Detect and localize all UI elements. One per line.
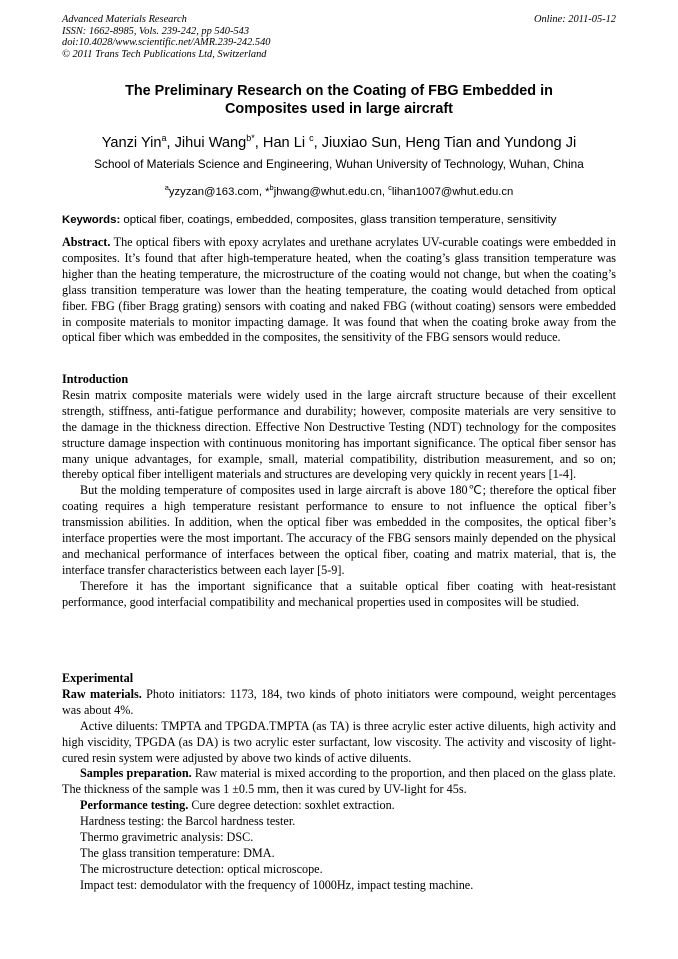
author-3: , Han Li	[254, 134, 310, 151]
performance-label: Performance testing.	[80, 798, 189, 813]
keywords	[62, 213, 622, 227]
journal-header	[62, 14, 616, 60]
intro-paragraph-3: Therefore it has the important significance that a suitable optical fiber coating with heat-resistant performance, good interfacial compatibility and mechanical properties used in composites will be studied.	[62, 578, 616, 609]
author-2: , Jihui Wang	[166, 134, 247, 151]
email-1: yzyzan@163.com, *	[168, 185, 270, 198]
glass-transition-line: The glass transition temperature: DMA.	[80, 845, 275, 860]
email-1-mark: a	[164, 183, 169, 192]
experimental-section	[62, 671, 616, 894]
email-2: jhwang@whut.edu.cn,	[273, 185, 389, 198]
author-1: Yanzi Yin	[101, 134, 162, 151]
keywords-text: optical fiber, coatings, embedded, composites, glass transition temperature, sensitivity	[120, 214, 557, 226]
thermo-line: Thermo gravimetric analysis: DSC.	[80, 830, 254, 845]
email-3-mark: c	[388, 183, 392, 192]
paper-title	[62, 82, 616, 118]
active-diluents-paragraph: Active diluents: TMPTA and TPGDA.TMPTA (as TA) is three acrylic ester active diluents, high activity and high viscidity, TPGDA (as DA) is two acrylic ester surfactant, low viscosity. The activity and viscosity of light-cured resin system were adjusted by above two kinds of active diluents.	[62, 718, 616, 765]
introduction-heading: Introduction	[62, 372, 129, 386]
samples-paragraph	[62, 766, 616, 798]
author-emails	[62, 180, 616, 200]
email-2-mark: b	[269, 183, 274, 192]
abstract-section	[62, 235, 616, 346]
raw-materials-paragraph	[62, 687, 616, 719]
email-3: lihan1007@whut.edu.cn	[391, 185, 514, 198]
samples-text: Raw material is mixed according to the proportion, and then placed on the glass plate. The thickness of the sample was 1 ±0.5 mm, then it was cured by UV-light for 45s.	[62, 766, 616, 797]
doi-line: doi:10.4028/www.scientific.net/AMR.239-242.540	[62, 37, 271, 49]
intro-paragraph-1: Resin matrix composite materials were widely used in the large aircraft structure because of their excellent strength, stiffness, anti-fatigue performance and durability; however, composite materials are very sensitive to the damage in the thickness direction. Effective Non Destructive Testing (NDT) technology for the composites structure damage inspection with continuous monitoring has important significance. The optical fiber sensor has many unique advantages, for example, small, material compatibility, distribution measurement, and so on; thereby optical fiber intelligent materials and structures are developing very quickly in recent years [1-4].	[62, 387, 616, 482]
issn-line: ISSN: 1662-8985, Vols. 239-242, pp 540-543	[62, 25, 250, 37]
title-line-1: The Preliminary Research on the Coating of FBG Embedded in	[125, 83, 553, 99]
abstract-label: Abstract.	[62, 235, 111, 249]
impact-line: Impact test: demodulator with the frequency of 1000Hz, impact testing machine.	[80, 877, 474, 892]
raw-materials-text: Photo initiators: 1173, 184, two kinds of photo initiators were compound, weight percentages was about 4%.	[62, 686, 616, 717]
copyright-line: © 2011 Trans Tech Publications Ltd, Switzerland	[62, 48, 267, 60]
journal-name: Advanced Materials Research	[62, 14, 187, 25]
abstract-paragraph	[62, 235, 616, 346]
affiliation: School of Materials Science and Engineering, Wuhan University of Technology, Wuhan, China	[94, 157, 584, 171]
experimental-heading: Experimental	[62, 671, 134, 685]
microstructure-line: The microstructure detection: optical microscope.	[80, 861, 323, 876]
hardness-line: Hardness testing: the Barcol hardness tester.	[80, 814, 296, 829]
keywords-label: Keywords:	[62, 214, 121, 226]
introduction-section	[62, 372, 616, 611]
author-3-mark: c	[309, 133, 314, 143]
author-rest: , Jiuxiao Sun, Heng Tian and Yundong Ji	[313, 134, 577, 151]
online-date: Online: 2011-05-12	[533, 14, 616, 25]
abstract-text: The optical fibers with epoxy acrylates and urethane acrylates UV-curable coatings were embedded in composites. It’s found that after high-temperature heated, when the coating’s glass transition temperature was higher than the heating temperature, the microstructure of the coating would not change, but when the coating’s glass transition temperature was lower than the heating temperature, the coating would detached from optical fiber. FBG (fiber Bragg grating) sensors with coating and naked FBG (without coating) sensors were embedded in composite materials to monitor impacting damage. It was found that when the coating broke away from the optical fiber which was embedded in the composites, the sensitivity of the FBG sensors would reduce.	[62, 235, 616, 345]
performance-line	[62, 798, 616, 814]
raw-materials-label: Raw materials.	[62, 686, 142, 701]
author-2-mark: b*	[246, 133, 255, 143]
author-list	[62, 128, 616, 153]
samples-label: Samples preparation.	[80, 766, 192, 781]
title-line-2: Composites used in large aircraft	[225, 101, 453, 117]
intro-paragraph-2: But the molding temperature of composites used in large aircraft is above 180℃; therefore the optical fiber coating requires a high temperature resistant performance to ensure to not influence the optical fiber’s transmission abilities. In addition, when the optical fiber was embedded in the composites, the optical fiber’s interface properties were the most important. The accuracy of the FBG sensors mainly depended on the physical and mechanical performance of interfaces between the optical fiber, coating and matrix material, that is, the interface transfer characteristics between each layer [5-9].	[62, 483, 616, 577]
author-1-mark: a	[161, 133, 167, 143]
performance-text: Cure degree detection: soxhlet extraction.	[188, 798, 395, 813]
